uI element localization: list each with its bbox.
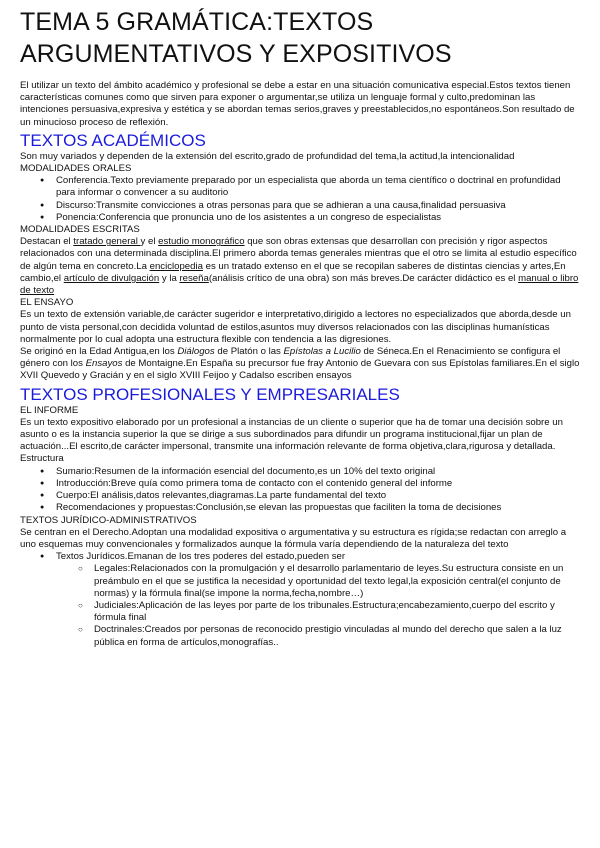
juridico-list	[20, 551, 582, 649]
estructura-list	[20, 466, 582, 515]
text-run: que son obras extensas que desarrollan con precisión y rigor aspectos relacionados con una determinada disciplina.El primero aborda temas generales mientras que el otro se limita al estudio específico de algún tema en concreto.La	[20, 236, 577, 272]
sublist-item: ○ Doctrinales:Creados por personas de reconocido prestigio vinculadas al mundo del derecho que salen a la luz pública en forma de artículos,monografías..	[94, 624, 582, 648]
text-run: de Séneca.En el Renacimiento se configura el género con los	[20, 346, 561, 370]
text-run: Destacan el	[20, 236, 74, 248]
list-item: ● Recomendaciones y propuestas:Conclusión,se elevan las propuestas que faciliten la toma de decisiones	[56, 502, 582, 514]
subheading-juridico: TEXTOS JURÍDICO-ADMINISTRATIVOS	[20, 514, 197, 526]
text-run: (análisis crítico de una obra) son más breves.De carácter didáctico es el	[208, 272, 519, 284]
text-run: es un tratado extenso en el que se recopilan saberes de distintas ciencias y artes,En cambio,el	[20, 260, 566, 284]
informe-paragraph: Es un texto expositivo elaborado por un profesional a instancias de un cliente o superior que ha de tomar una decisión sobre un asunto o es la instancia superior la que se dirige a sus subordinados para difundir un programa institucional,fijar un plan de actuación...El escrito,de carácter impersonal, transmite una información relevante de forma objetiva,clara,rigurosa y detallada.	[20, 416, 563, 453]
ensayo-paragraph-1: Es un texto de extensión variable,de carácter sugeridor e interpretativo,dirigido a lectores no especializados que aborda,desde un punto de vista personal,con decidida voluntad de estilos,asuntos muy diversos relacionados con las disciplinas humanísticas normalmente por lo cual adopta una estructura flexible con tendencia a las digresiones.	[20, 309, 571, 345]
subheading-modalidades-orales: MODALIDADES ORALES	[20, 163, 132, 175]
text-run: Textos Jurídicos.Emanan de los tres poderes del estado,pueden ser	[56, 551, 346, 563]
term-resena: reseña	[179, 272, 209, 284]
text-run: de Montaigne.En España su precursor fue fray Antonio de Guevara con sus Epístolas familiares.En el siglo XVII Quevedo y Gracián y en el siglo XVIII Feijoo y Cadalso escriben ensayos	[20, 358, 580, 382]
term-estudio-monografico: estudio monográfico	[158, 236, 245, 248]
list-item: ● Cuerpo:El análisis,datos relevantes,diagramas.La parte fundamental del texto	[56, 490, 582, 502]
list-item: ● Ponencia:Conferencia que pronuncia uno de los asistentes a un congreso de especialistas	[56, 212, 582, 224]
term-manual: manual o libro de texto	[20, 272, 579, 297]
term-enciclopedia: enciclopedia	[149, 260, 203, 272]
juridico-sublist	[56, 563, 582, 648]
term-articulo-divulgacion: artículo de divulgación	[63, 272, 160, 284]
juridico-paragraph: Se centran en el Derecho.Adoptan una modalidad expositiva o argumentativa y su estructura es rígida;se redactan con arreglo a uno esquemas muy convencionales y formalizados aunque la fórmula varía dependiendo de la naturaleza del texto	[20, 526, 567, 550]
intro-paragraph: El utilizar un texto del ámbito académico y profesional se debe a estar en una situación comunicativa especial.Estos textos tienen características comunes como que sirven para exponer o argumentar,se utiliza un lenguaje formal y culto,predominan las intenciones persuasiva,expresiva y estética y se abordan temas serios,graves y preestablecidos,no espontáneos.Son resultado de un minucioso proceso de reflexión.	[20, 80, 575, 128]
page-title: TEMA 5 GRAMÁTICA:TEXTOS ARGUMENTATIVOS Y EXPOSITIVOS	[20, 8, 452, 68]
title-ensayos: Ensayos	[85, 358, 123, 370]
title-dialogos: Diálogos	[177, 346, 215, 358]
list-item: ● Discurso:Transmite convicciones a otras personas para que se adhieran a una causa,finalidad persuasiva	[56, 200, 582, 212]
list-item	[56, 551, 582, 649]
text-run: Se originó en la Edad Antigua,en los	[20, 346, 178, 358]
academicos-description: Son muy variados y dependen de la extensión del escrito,grado de profundidad del tema,la actitud,la intencionalidad	[20, 150, 515, 162]
escritas-paragraph	[20, 236, 582, 297]
title-epistolas: Epístolas a Lucilio	[283, 346, 361, 358]
section-heading-academicos: TEXTOS ACADÉMICOS	[20, 130, 206, 150]
subheading-ensayo: EL ENSAYO	[20, 297, 74, 309]
sublist-item: ○ Judiciales:Aplicación de las leyes por parte de los tribunales.Estructura;encabezamiento,cuerpo del escrito y fórmula final	[94, 600, 582, 624]
subheading-estructura: Estructura	[20, 453, 64, 465]
ensayo-paragraph-2	[20, 346, 582, 383]
list-item: ● Introducción:Breve quía como primera toma de contacto con el contenido general del informe	[56, 478, 582, 490]
text-run: de Platón o las	[214, 346, 284, 358]
term-tratado-general: tratado general	[73, 236, 141, 248]
subheading-modalidades-escritas: MODALIDADES ESCRITAS	[20, 224, 140, 236]
document-page	[20, 6, 582, 649]
subheading-informe: EL INFORME	[20, 404, 79, 416]
list-item: ● Sumario:Resumen de la información esencial del documento,es un 10% del texto original	[56, 466, 582, 478]
list-item: ● Conferencia.Texto previamente preparado por un especialista que aborda un tema científico o doctrinal en profundidad para informar o convencer a su auditorio	[56, 175, 582, 199]
orales-list	[20, 175, 582, 224]
text-run: y el	[140, 236, 159, 248]
sublist-item: ○ Legales:Relacionados con la promulgación y el desarrollo parlamentario de leyes.Su estructura consiste en un preámbulo en el que se justifica la necesidad y oportunidad del texto legal,la exposición central(el conjunto de normas) y la fórmula final(se impone la norma,fecha,nombre…)	[94, 563, 582, 600]
section-heading-profesionales: TEXTOS PROFESIONALES Y EMPRESARIALES	[20, 384, 400, 404]
text-run: y la	[159, 272, 180, 284]
